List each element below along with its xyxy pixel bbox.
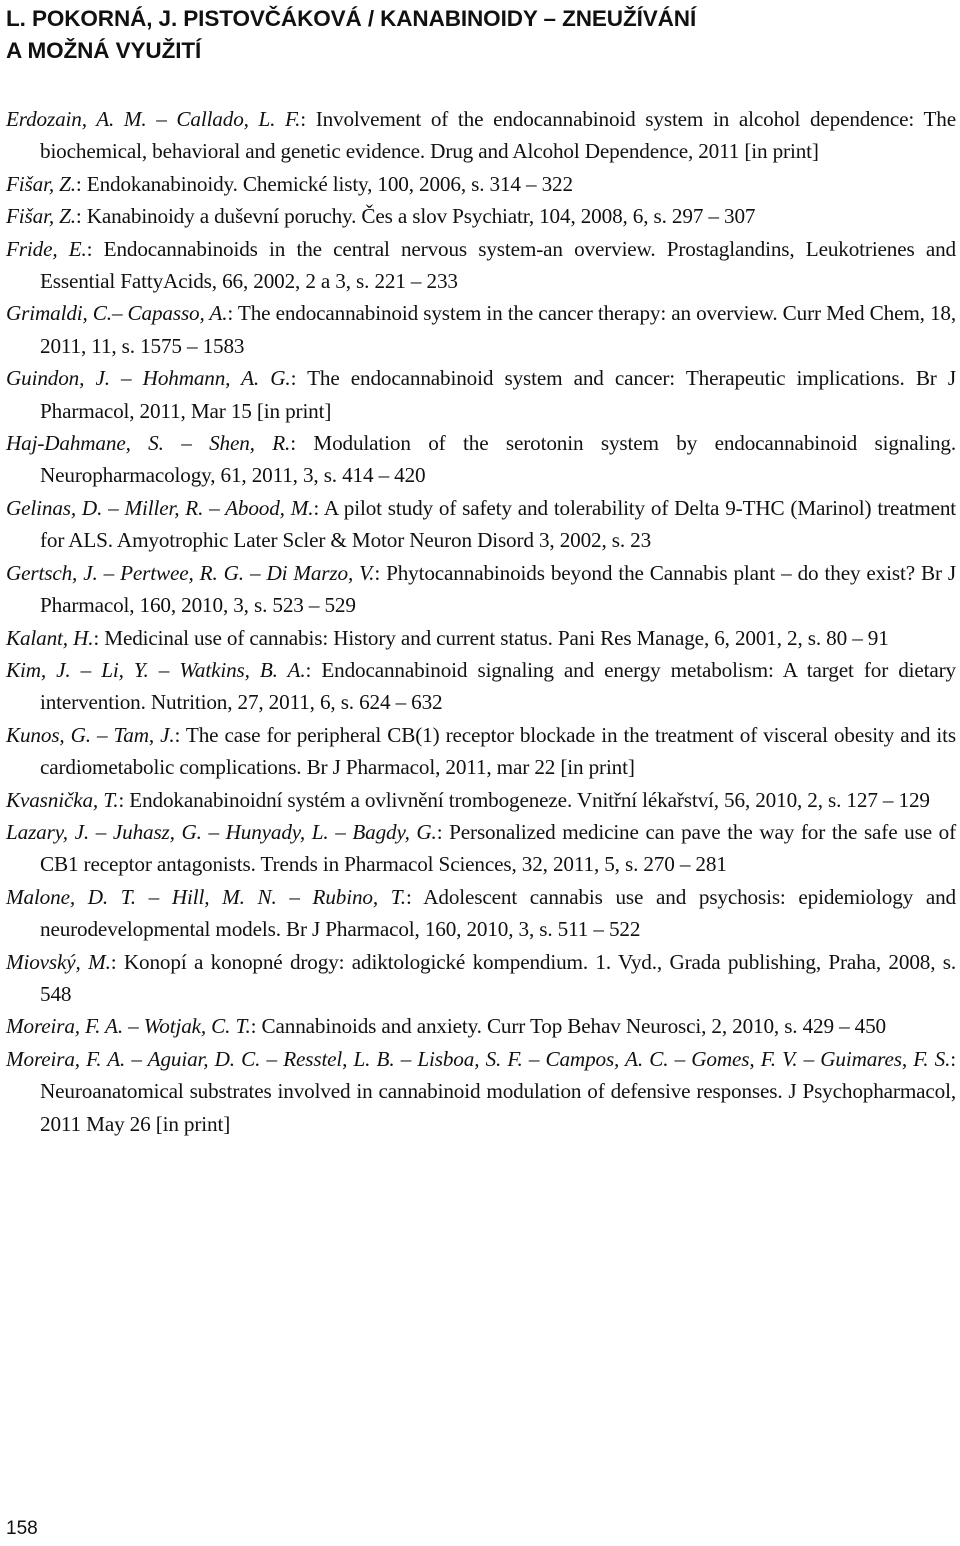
reference-text: : Phytocannabinoids beyond the Cannabis plant – do they exist? Br J Pharmacol, 160, 2010, 3, s. 523 – 529: [40, 560, 956, 618]
reference-authors: Fride, E.: [6, 236, 87, 261]
reference-text: : Modulation of the serotonin system by endocannabinoid signaling. Neuropharmacology, 61, 2011, 3, s. 414 – 420: [40, 431, 956, 488]
reference-authors: Haj-Dahmane, S. – Shen, R.: [6, 431, 291, 456]
reference-item: [6, 492, 956, 557]
reference-authors: Lazary, J. – Juhasz, G. – Hunyady, L. – Bagdy, G.: [6, 819, 437, 844]
reference-item: [6, 200, 956, 232]
reference-item: [6, 1010, 956, 1042]
reference-item: [6, 816, 956, 881]
reference-item: [6, 103, 956, 168]
reference-authors: Kvasnička, T.: [6, 787, 119, 812]
reference-text: : Adolescent cannabis use and psychosis: epidemiology and neurodevelopmental models. Br J Pharmacol, 160, 2010, 3, s. 511 – 522: [40, 884, 956, 942]
reference-authors: Gertsch, J. – Pertwee, R. G. – Di Marzo, V.: [6, 560, 375, 585]
reference-authors: Miovský, M.: [6, 949, 111, 974]
reference-text: : Medicinal use of cannabis: History and current status. Pani Res Manage, 6, 2001, 2, s. 80 – 91: [93, 625, 889, 650]
reference-item: [6, 881, 956, 946]
reference-item: [6, 784, 956, 816]
reference-list: [6, 103, 956, 1140]
reference-authors: Malone, D. T. – Hill, M. N. – Rubino, T.: [6, 884, 406, 909]
reference-item: [6, 297, 956, 362]
reference-item: [6, 719, 956, 784]
running-header: [6, 3, 946, 67]
reference-authors: Kunos, G. – Tam, J.: [6, 722, 175, 747]
reference-text: : Cannabinoids and anxiety. Curr Top Behav Neurosci, 2, 2010, s. 429 – 450: [250, 1014, 886, 1039]
reference-authors: Kalant, H.: [6, 625, 94, 650]
reference-text: : A pilot study of safety and tolerability of Delta 9-THC (Marinol) treatment for ALS. Amyotrophic Later Scler & Motor Neuron Disord 3, 2002, s. 23: [40, 495, 957, 553]
reference-authors: Fišar, Z.: [6, 171, 76, 196]
page-number: 158: [6, 1518, 38, 1539]
reference-authors: Moreira, F. A. – Aguiar, D. C. – Resstel, L. B. – Lisboa, S. F. – Campos, A. C. – Gomes, F. V. – Guimares, F. S.: [6, 1046, 951, 1071]
reference-text: : Involvement of the endocannabinoid system in alcohol dependence: The biochemical, behavioral and genetic evidence. Drug and Alcohol Dependence, 2011 [in print]: [40, 107, 956, 164]
reference-authors: Kim, J. – Li, Y. – Watkins, B. A.: [6, 657, 306, 682]
reference-item: [6, 362, 956, 427]
reference-text: : The case for peripheral CB(1) receptor blockade in the treatment of visceral obesity and its cardiometabolic complications. Br J Pharmacol, 2011, mar 22 [in print]: [40, 722, 956, 780]
reference-text: : Konopí a konopné drogy: adiktologické kompendium. 1. Vyd., Grada publishing, Praha, 2008, s. 548: [40, 949, 957, 1006]
reference-text: : Endocannabinoid signaling and energy metabolism: A target for dietary intervention. Nutrition, 27, 2011, 6, s. 624 – 632: [40, 657, 956, 715]
reference-authors: Fišar, Z.: [6, 204, 76, 229]
reference-item: [6, 557, 956, 622]
reference-text: : Endokanabinoidy. Chemické listy, 100, 2006, s. 314 – 322: [75, 171, 573, 196]
reference-item: [6, 168, 956, 200]
reference-authors: Gelinas, D. – Miller, R. – Abood, M.: [6, 495, 314, 520]
reference-item: [6, 946, 956, 1011]
reference-text: : The endocannabinoid system and cancer: Therapeutic implications. Br J Pharmacol, 2011, Mar 15 [in print]: [40, 366, 956, 423]
reference-text: : Endokanabinoidní systém a ovlivnění trombogeneze. Vnitřní lékařství, 56, 2010, 2, s. 127 – 129: [118, 787, 930, 812]
reference-authors: Grimaldi, C.– Capasso, A.: [6, 301, 228, 326]
running-header-line-2: A MOŽNÁ VYUŽITÍ: [6, 38, 202, 63]
reference-text: : Neuroanatomical substrates involved in cannabinoid modulation of defensive responses. J Psychopharmacol, 2011 May 26 [in print]: [40, 1046, 956, 1136]
reference-item: [6, 427, 956, 492]
reference-authors: Guindon, J. – Hohmann, A. G.: [6, 366, 291, 391]
reference-item: [6, 233, 956, 298]
reference-text: : Personalized medicine can pave the way for the safe use of CB1 receptor antagonists. Trends in Pharmacol Sciences, 32, 2011, 5, s. 270 – 281: [40, 819, 956, 877]
reference-authors: Moreira, F. A. – Wotjak, C. T.: [6, 1014, 251, 1039]
reference-item: [6, 622, 956, 654]
running-header-line-1: L. POKORNÁ, J. PISTOVČÁKOVÁ / KANABINOIDY – ZNEUŽÍVÁNÍ: [6, 6, 697, 31]
reference-item: [6, 654, 956, 719]
reference-text: : The endocannabinoid system in the cancer therapy: an overview. Curr Med Chem, 18, 2011, 11, s. 1575 – 1583: [40, 301, 957, 358]
reference-item: [6, 1043, 956, 1140]
reference-text: : Endocannabinoids in the central nervous system-an overview. Prostaglandins, Leukotrienes and Essential FattyAcids, 66, 2002, 2 a 3, s. 221 – 233: [40, 236, 956, 294]
reference-text: : Kanabinoidy a duševní poruchy. Čes a slov Psychiatr, 104, 2008, 6, s. 297 – 307: [75, 204, 756, 229]
reference-authors: Erdozain, A. M. – Callado, L. F.: [6, 107, 301, 131]
